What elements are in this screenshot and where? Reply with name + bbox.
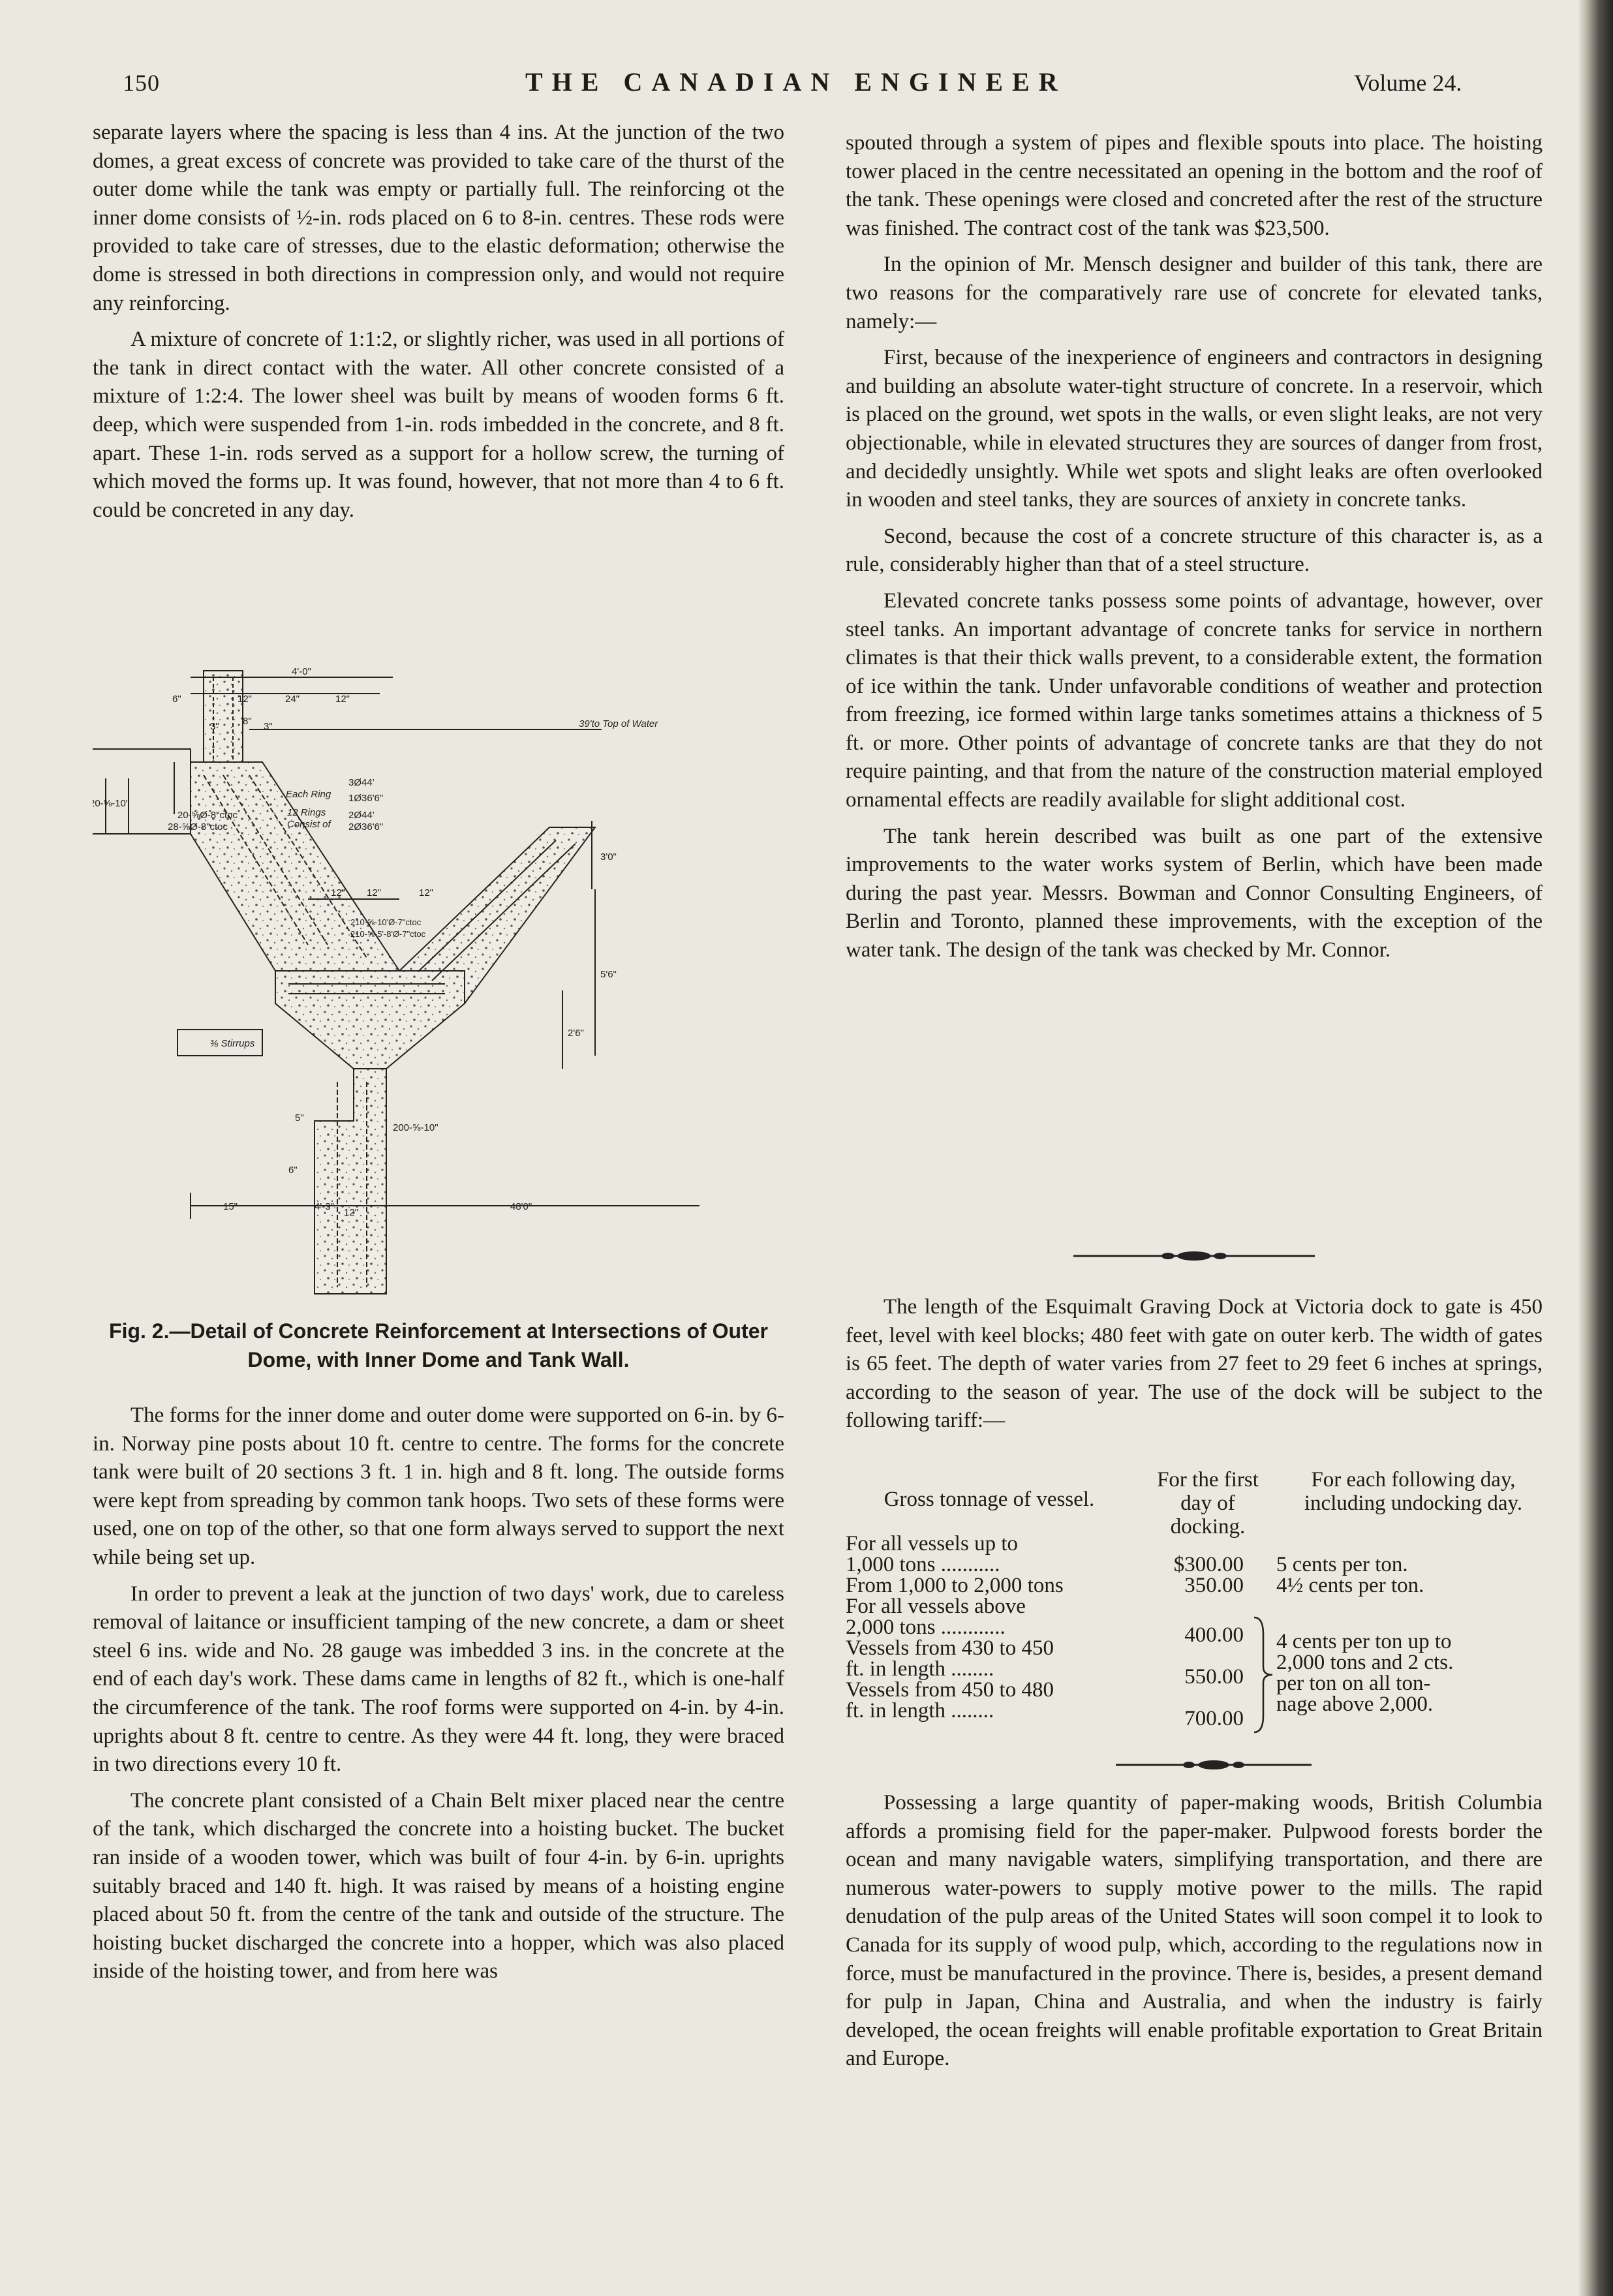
group-note: 4 cents per ton up to 2,000 tons and 2 cts. per ton on all ton- nage above 2,000. xyxy=(1276,1630,1454,1716)
annotation-label: Consist of xyxy=(287,819,331,830)
paragraph: Elevated concrete tanks possess some points of advantage, however, over steel tanks. An important advantage of concrete tanks for service in northern climates is that their thick walls prevent, to a considerable extent, the formation of ice within the tank. Under unfavorable conditions of weather and protection from freezing, ice formed within large tanks sometimes attains a thickness of 5 ft. or more. Other points of advantage of concrete tanks are that they do not require painting, and that from the nature of the construction material employed ornamental effects are readily available for slight additional cost. xyxy=(846,589,1543,812)
journal-title: THE CANADIAN ENGINEER xyxy=(525,67,1067,97)
annotation-label: 210-⅝-5'-8'Ø-7"ctoc xyxy=(350,929,426,939)
paragraph: The concrete plant consisted of a Chain Belt mixer placed near the centre of the tank, which discharged the concrete into a hoisting bucket. The bucket ran inside of a wooden tower, which was built of four 4-in. by 6-in. uprights suitably braced and 140 ft. high. It was raised by means of a hoisting engine placed about 50 ft. from the centre of the tank and outside of the structure. The hoisting bucket discharged the concrete into a hopper, which was also placed inside of the hoisting tower, and from here was xyxy=(93,1788,784,1983)
paragraph: separate layers where the spacing is less than 4 ins. At the junction of the two domes, a great excess of concrete was provided to take care of the thurst of the outer dome while the tank was empty or partially full. The reinforcing ot the inner dome consists of ½-in. rods placed on 6 to 8-in. centres. These rods were provided to take care of stresses, due to the elastic deformation; otherwise the dome is stressed in both directions in compression only, and would not require any reinforcing. xyxy=(93,121,784,315)
annotation-label: 20-⅝Ø-8"ctoc xyxy=(177,810,238,821)
page-edge-shadow xyxy=(1578,0,1613,2296)
annotation-label: 12 Rings xyxy=(287,807,326,818)
section-divider xyxy=(1073,1246,1315,1266)
dim-label: 3" xyxy=(264,721,273,732)
dim-label: 2'6" xyxy=(568,1028,584,1039)
annotation-label: ⅜ Stirrups xyxy=(210,1038,255,1049)
annotation-label: 20-⅝-10" xyxy=(93,798,130,809)
dim-label: 12" xyxy=(367,887,382,898)
dim-label: 8" xyxy=(243,716,252,727)
column-1-top xyxy=(93,119,784,532)
paragraph: Possessing a large quantity of paper-making woods, British Columbia affords a promising field for the paper-maker. Pulpwood forests border the ocean and many navigable waters, simplifying transportation, and there are numerous water-powers to supply motive power to the mills. The rapid denudation of the pulp areas of the United States will soon compel it to look to Canada for its supply of wood pulp, which, according to the regulations now in force, must be manufactured in the province. There is, besides, a present demand for pulp in Japan, China and Australia, and when the industry is fairly developed, the ocean freights will enable profitable exportation to Great Britain and Europe. xyxy=(846,1791,1543,2071)
running-header xyxy=(0,63,1578,108)
column-2-top xyxy=(846,129,1543,973)
dim-label: 12" xyxy=(331,887,346,898)
paragraph: First, because of the inexperience of engineers and contractors in designing and building an absolute water-tight structure of concrete. In a reservoir, which is placed on the ground, wet spots in the walls, or even slight leaks, are not very objectionable, while in elevated structures they are sources of danger from frost, and decidedly unsightly. While wet spots and slight leaks are often overlooked in wooden and steel tanks, they are sources of anxiety in concrete tanks. xyxy=(846,346,1543,512)
dock-tariff-table xyxy=(846,1468,1543,1742)
annotation-label: Each Ring xyxy=(286,789,331,800)
row-amount: 550.00 xyxy=(1184,1665,1244,1689)
annotation-label: 28-⅝Ø-8"ctoc xyxy=(168,821,228,833)
dim-label: 15" xyxy=(223,1201,238,1212)
page-number: 150 xyxy=(123,70,160,96)
row-description: Vessels from 430 to 450 ft. in length ........ xyxy=(846,1636,1054,1681)
row-description: For all vessels up to 1,000 tons ........... xyxy=(846,1532,1018,1576)
column-2-bottom xyxy=(846,1789,1543,2081)
row-description: From 1,000 to 2,000 tons xyxy=(846,1574,1064,1597)
row-amount: $300.00 xyxy=(1173,1553,1244,1576)
dim-label: 6" xyxy=(288,1165,298,1176)
table-header: Gross tonnage of vessel. xyxy=(883,1488,1095,1511)
annotation-label: 200-⅝-10" xyxy=(393,1122,438,1133)
dim-label: 5'6" xyxy=(600,969,617,980)
dim-label: 4'-3" xyxy=(315,1201,334,1212)
row-description: For all vessels above 2,000 tons ............ xyxy=(846,1595,1026,1639)
column-2-middle xyxy=(846,1293,1543,1443)
paragraph: spouted through a system of pipes and flexible spouts into place. The hoisting tower placed in the centre necessitated an opening in the bottom and the roof of the tank. These openings were closed and concreted after the rest of the structure was finished. The contract cost of the tank was $23,500. xyxy=(846,131,1543,240)
reinforcement-drawing xyxy=(93,664,784,1310)
annotation-label: 39'to Top of Water xyxy=(579,718,658,729)
row-note: 4½ cents per ton. xyxy=(1276,1574,1424,1597)
paragraph: The tank herein described was built as one part of the extensive improvements to the water works system of Berlin, which have been made during the past year. Messrs. Bowman and Connor Consulting Engineers, of Berlin and Toronto, planned these improvements, with the exception of the water tank. The design of the tank was checked by Mr. Connor. xyxy=(846,824,1543,962)
paragraph: The length of the Esquimalt Graving Dock at Victoria dock to gate is 450 feet, level with keel blocks; 480 feet with gate on outer kerb. The width of gates is 65 feet. The depth of water varies from 27 feet to 29 feet 6 inches at springs, according to the season of year. The use of the dock will be subject to the following tariff:— xyxy=(846,1295,1543,1433)
dim-label: 5" xyxy=(295,1112,304,1124)
row-amount: 700.00 xyxy=(1184,1707,1244,1730)
annotation-label: 210-⅝-10'Ø-7"ctoc xyxy=(350,917,422,927)
dim-label: 3'0" xyxy=(600,851,617,863)
table-header: For each following day, including undocking day. xyxy=(1304,1468,1523,1515)
figure-caption: Fig. 2.—Detail of Concrete Reinforcement at Intersections of Outer Dome, with Inner Dome and Tank Wall. xyxy=(109,1319,768,1371)
row-description: Vessels from 450 to 480 ft. in length ........ xyxy=(846,1678,1054,1722)
row-note: 5 cents per ton. xyxy=(1276,1553,1408,1576)
dim-label: 48'0" xyxy=(510,1201,532,1212)
volume-label: Volume 24. xyxy=(1354,70,1462,96)
paragraph: In order to prevent a leak at the junction of two days' work, due to careless removal of laitance or insufficient tamping of the new concrete, a dam or sheet steel 6 ins. wide and No. 28 gauge was imbedded 3 ins. in the concrete at the end of each day's work. These dams came in lengths of 82 ft., which is one-half the circumference of the tank. The roof forms were supported on 4-in. by 4-in. uprights about 8 ft. centre to centre. As they were 44 ft. long, they were braced in two directions every 10 ft. xyxy=(93,1582,784,1777)
annotation-label: 2Ø36'6" xyxy=(348,821,384,833)
dim-label: 12" xyxy=(238,694,253,705)
brace-icon xyxy=(1250,1615,1276,1736)
table-header: For the first day of docking. xyxy=(1157,1468,1259,1538)
figure-reinforcement-detail xyxy=(93,664,784,1310)
dim-label: 12" xyxy=(344,1207,359,1218)
annotation-label: 1Ø36'6" xyxy=(348,793,384,804)
section-divider xyxy=(1116,1755,1312,1775)
dim-label: 4'-0" xyxy=(292,666,311,677)
paragraph: The forms for the inner dome and outer dome were supported on 6-in. by 6-in. Norway pine posts about 10 ft. centre to centre. The forms for the concrete tank were built of 20 sections 3 ft. 1 in. high and 8 ft. long. The outside forms were kept from spreading by common tank hoops. Two sets of these forms were used, one on top of the other, so that one form always served to support the next while being set up. xyxy=(93,1403,784,1569)
row-amount: 350.00 xyxy=(1184,1574,1244,1597)
paragraph: Second, because the cost of a concrete structure of this character is, as a rule, considerably higher than that of a steel structure. xyxy=(846,524,1543,577)
paragraph: A mixture of concrete of 1:1:2, or slightly richer, was used in all portions of the tank in direct contact with the water. All other concrete consisted of a mixture of 1:2:4. The lower sheel was built by means of wooden forms 6 ft. deep, which were suspended from 1-in. rods imbedded in the concrete, and 8 ft. apart. These 1-in. rods served as a support for a hollow screw, the turning of which moved the forms up. It was found, however, that not more than 4 to 6 ft. could be concreted in any day. xyxy=(93,328,784,522)
column-1-bottom xyxy=(93,1401,784,1994)
dim-label: 3" xyxy=(210,721,219,732)
annotation-label: 3Ø44' xyxy=(348,777,375,788)
paragraph: In the opinion of Mr. Mensch designer and builder of this tank, there are two reasons for the comparatively rare use of concrete for elevated tanks, namely:— xyxy=(846,253,1543,333)
row-amount: 400.00 xyxy=(1184,1623,1244,1647)
dim-label: 6" xyxy=(172,694,181,705)
dim-label: 12" xyxy=(335,694,350,705)
dim-label: 24" xyxy=(285,694,300,705)
dim-label: 12" xyxy=(419,887,434,898)
annotation-label: 2Ø44' xyxy=(348,810,375,821)
